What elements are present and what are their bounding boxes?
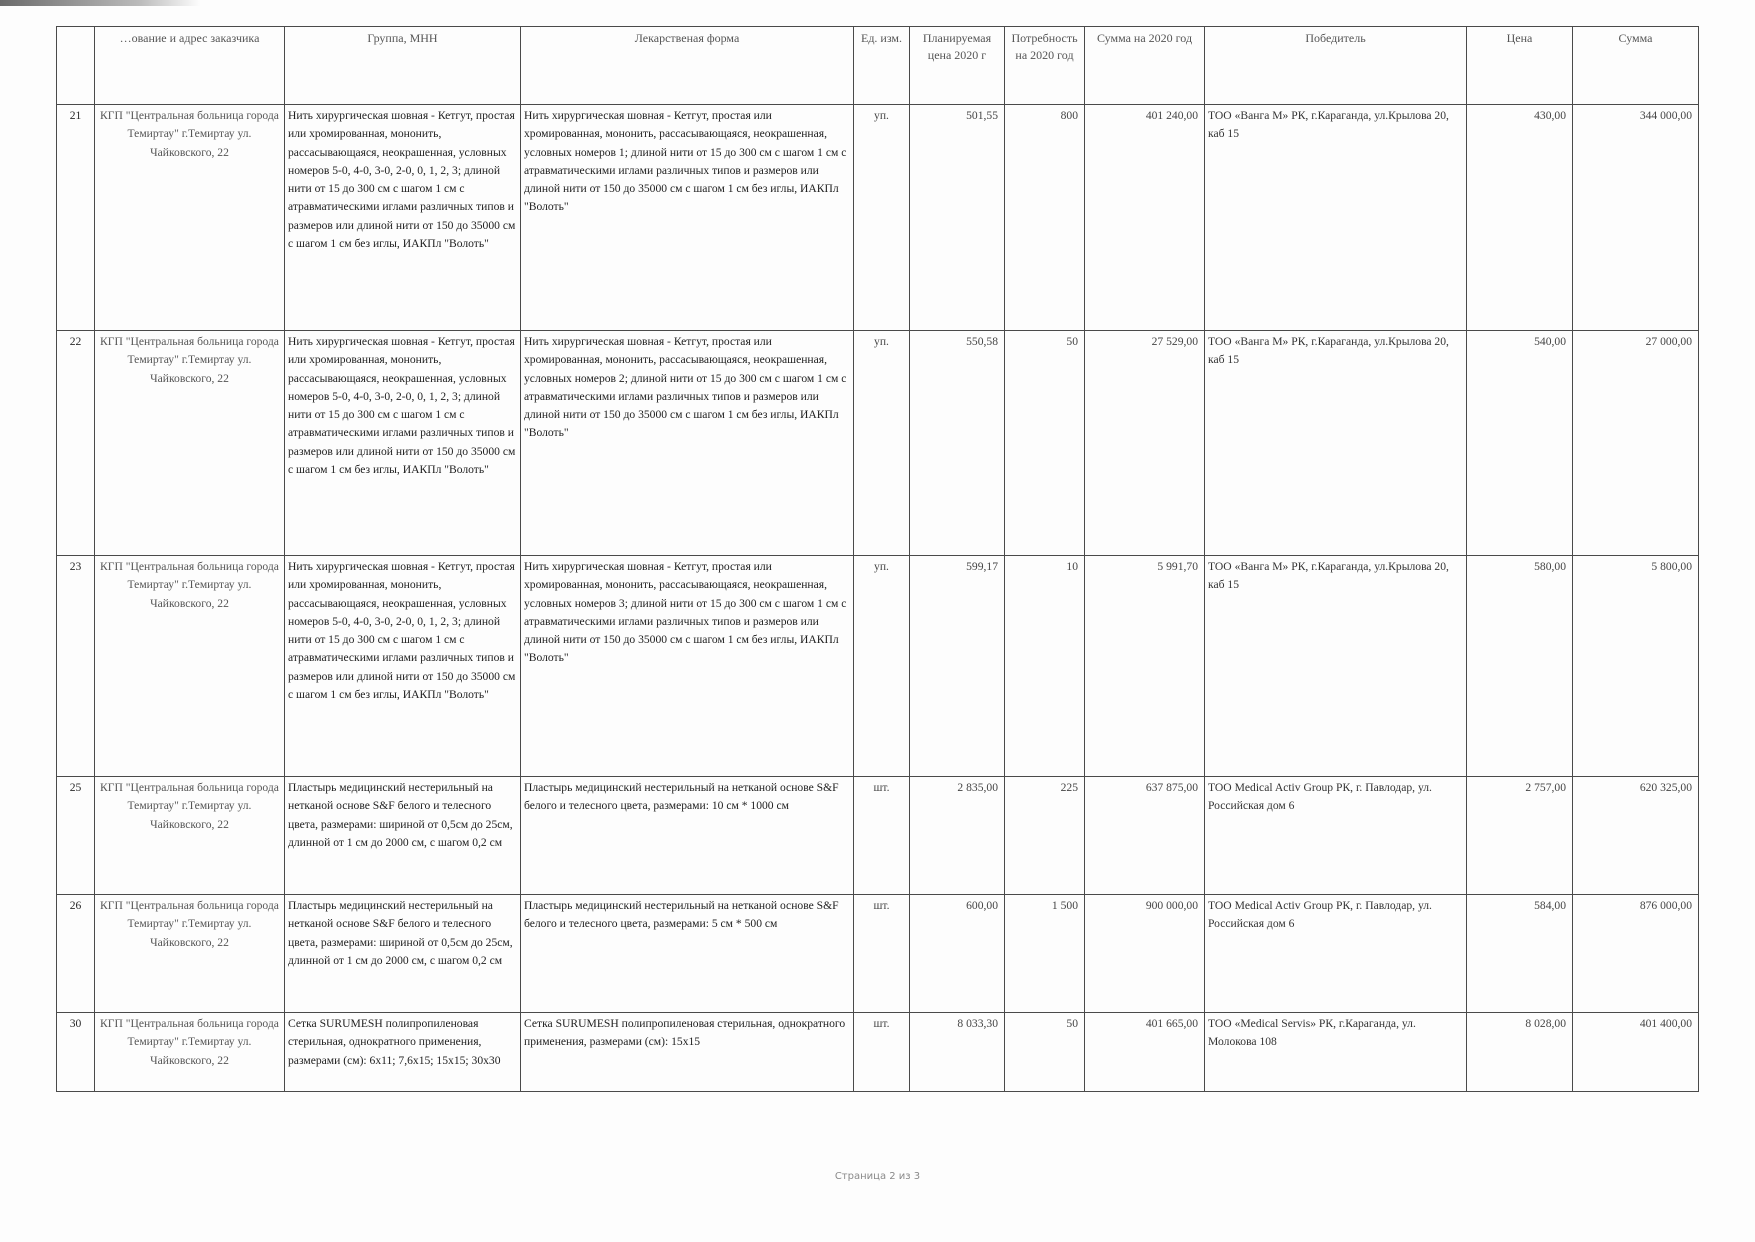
header-customer: …ование и адрес заказчика: [95, 27, 285, 105]
scan-edge-shadow: [0, 0, 200, 6]
cell-need: 800: [1005, 105, 1085, 331]
cell-sum-2020: 401 665,00: [1085, 1013, 1205, 1092]
cell-sum: 620 325,00: [1573, 777, 1699, 895]
cell-price: 580,00: [1467, 556, 1573, 777]
cell-need: 50: [1005, 1013, 1085, 1092]
table-row: [57, 105, 1699, 331]
table-row: [57, 895, 1699, 1013]
cell-unit: шт.: [854, 777, 910, 895]
cell-customer: КГП "Центральная больница города Темиртау" г.Темиртау ул. Чайковского, 22: [95, 331, 285, 556]
cell-form: Сетка SURUMESH полипропиленовая стерильная, однократного применения, размерами (см): 15х15: [521, 1013, 854, 1092]
cell-winner: ТОО Medical Activ Group РК, г. Павлодар, ул. Российская дом 6: [1205, 777, 1467, 895]
cell-sum: 876 000,00: [1573, 895, 1699, 1013]
cell-unit: шт.: [854, 895, 910, 1013]
cell-form: Нить хирургическая шовная - Кетгут, простая или хромированная, мононить, рассасывающаяся, неокрашенная, условных номеров 3; длиной нити от 15 до 300 см с шагом 1 см с атравматическими иглами различных типов и размеров или длиной нити от 150 до 35000 см с шагом 1 см без иглы, ИАКПл "Волоть": [521, 556, 854, 777]
cell-planned-price: 2 835,00: [910, 777, 1005, 895]
cell-customer: КГП "Центральная больница города Темиртау" г.Темиртау ул. Чайковского, 22: [95, 556, 285, 777]
cell-unit: шт.: [854, 1013, 910, 1092]
table-row: [57, 331, 1699, 556]
cell-need: 225: [1005, 777, 1085, 895]
cell-sum: 344 000,00: [1573, 105, 1699, 331]
cell-planned-price: 600,00: [910, 895, 1005, 1013]
cell-sum-2020: 900 000,00: [1085, 895, 1205, 1013]
header-sum: Сумма: [1573, 27, 1699, 105]
page-number: Страница 2 из 3: [834, 1171, 921, 1182]
cell-customer: КГП "Центральная больница города Темиртау" г.Темиртау ул. Чайковского, 22: [95, 105, 285, 331]
cell-price: 540,00: [1467, 331, 1573, 556]
table-row: [57, 556, 1699, 777]
cell-num: 25: [57, 777, 95, 895]
cell-sum-2020: 637 875,00: [1085, 777, 1205, 895]
header-row: [57, 27, 1699, 105]
cell-num: 22: [57, 331, 95, 556]
cell-form: Пластырь медицинский нестерильный на нетканой основе S&F белого и телесного цвета, размерами: 10 см * 1000 см: [521, 777, 854, 895]
cell-group: Нить хирургическая шовная - Кетгут, простая или хромированная, мононить, рассасывающаяся, неокрашенная, условных номеров 5-0, 4-0, 3-0, 2-0, 0, 1, 2, 3; длиной нити от 15 до 300 см с шагом 1 см с атравматическими иглами различных типов и размеров или длиной нити от 150 до 35000 см с шагом 1 см без иглы, ИАКПл "Волоть": [285, 331, 521, 556]
cell-sum: 27 000,00: [1573, 331, 1699, 556]
cell-price: 2 757,00: [1467, 777, 1573, 895]
cell-sum-2020: 27 529,00: [1085, 331, 1205, 556]
table-row: [57, 1013, 1699, 1092]
cell-price: 430,00: [1467, 105, 1573, 331]
cell-planned-price: 550,58: [910, 331, 1005, 556]
cell-winner: ТОО «Medical Servis» РК, г.Караганда, ул. Молокова 108: [1205, 1013, 1467, 1092]
cell-unit: уп.: [854, 556, 910, 777]
header-need: Потребность на 2020 год: [1005, 27, 1085, 105]
header-planned-price: Планируемая цена 2020 г: [910, 27, 1005, 105]
cell-group: Сетка SURUMESH полипропиленовая стерильная, однократного применения, размерами (см): 6х11; 7,6х15; 15х15; 30х30: [285, 1013, 521, 1092]
cell-group: Нить хирургическая шовная - Кетгут, простая или хромированная, мононить, рассасывающаяся, неокрашенная, условных номеров 5-0, 4-0, 3-0, 2-0, 0, 1, 2, 3; длиной нити от 15 до 300 см с шагом 1 см с атравматическими иглами различных типов и размеров или длиной нити от 150 до 35000 см с шагом 1 см без иглы, ИАКПл "Волоть": [285, 556, 521, 777]
cell-sum-2020: 401 240,00: [1085, 105, 1205, 331]
cell-group: Нить хирургическая шовная - Кетгут, простая или хромированная, мононить, рассасывающаяся, неокрашенная, условных номеров 5-0, 4-0, 3-0, 2-0, 0, 1, 2, 3; длиной нити от 15 до 300 см с шагом 1 см с атравматическими иглами различных типов и размеров или длиной нити от 150 до 35000 см с шагом 1 см без иглы, ИАКПл "Волоть": [285, 105, 521, 331]
cell-sum: 5 800,00: [1573, 556, 1699, 777]
header-winner: Победитель: [1205, 27, 1467, 105]
header-unit: Ед. изм.: [854, 27, 910, 105]
cell-need: 10: [1005, 556, 1085, 777]
cell-unit: уп.: [854, 105, 910, 331]
cell-planned-price: 8 033,30: [910, 1013, 1005, 1092]
cell-need: 50: [1005, 331, 1085, 556]
cell-customer: КГП "Центральная больница города Темиртау" г.Темиртау ул. Чайковского, 22: [95, 777, 285, 895]
cell-winner: ТОО «Ванга М» РК, г.Караганда, ул.Крылова 20, каб 15: [1205, 105, 1467, 331]
cell-price: 584,00: [1467, 895, 1573, 1013]
cell-customer: КГП "Центральная больница города Темиртау" г.Темиртау ул. Чайковского, 22: [95, 1013, 285, 1092]
cell-num: 26: [57, 895, 95, 1013]
cell-unit: уп.: [854, 331, 910, 556]
cell-num: 30: [57, 1013, 95, 1092]
cell-customer: КГП "Центральная больница города Темиртау" г.Темиртау ул. Чайковского, 22: [95, 895, 285, 1013]
cell-group: Пластырь медицинский нестерильный на нетканой основе S&F белого и телесного цвета, размерами: шириной от 0,5см до 25см, длинной от 1 см до 2000 см, с шагом 0,2 см: [285, 777, 521, 895]
cell-num: 23: [57, 556, 95, 777]
cell-winner: ТОО «Ванга М» РК, г.Караганда, ул.Крылова 20, каб 15: [1205, 331, 1467, 556]
procurement-table: [56, 26, 1699, 1092]
table-row: [57, 777, 1699, 895]
cell-planned-price: 599,17: [910, 556, 1005, 777]
cell-need: 1 500: [1005, 895, 1085, 1013]
cell-form: Нить хирургическая шовная - Кетгут, простая или хромированная, мононить, рассасывающаяся, неокрашенная, условных номеров 1; длиной нити от 15 до 300 см с шагом 1 см с атравматическими иглами различных типов и размеров или длиной нити от 150 до 35000 см с шагом 1 см без иглы, ИАКПл "Волоть": [521, 105, 854, 331]
cell-sum-2020: 5 991,70: [1085, 556, 1205, 777]
cell-group: Пластырь медицинский нестерильный на нетканой основе S&F белого и телесного цвета, размерами: шириной от 0,5см до 25см, длинной от 1 см до 2000 см, с шагом 0,2 см: [285, 895, 521, 1013]
cell-form: Пластырь медицинский нестерильный на нетканой основе S&F белого и телесного цвета, размерами: 5 см * 500 см: [521, 895, 854, 1013]
cell-form: Нить хирургическая шовная - Кетгут, простая или хромированная, мононить, рассасывающаяся, неокрашенная, условных номеров 2; длиной нити от 15 до 300 см с шагом 1 см с атравматическими иглами различных типов и размеров или длиной нити от 150 до 35000 см с шагом 1 см без иглы, ИАКПл "Волоть": [521, 331, 854, 556]
cell-sum: 401 400,00: [1573, 1013, 1699, 1092]
cell-num: 21: [57, 105, 95, 331]
header-group: Группа, МНН: [285, 27, 521, 105]
header-num: [57, 27, 95, 105]
cell-price: 8 028,00: [1467, 1013, 1573, 1092]
header-price: Цена: [1467, 27, 1573, 105]
cell-planned-price: 501,55: [910, 105, 1005, 331]
header-sum-2020: Сумма на 2020 год: [1085, 27, 1205, 105]
cell-winner: ТОО Medical Activ Group РК, г. Павлодар, ул. Российская дом 6: [1205, 895, 1467, 1013]
header-form: Лекарственая форма: [521, 27, 854, 105]
cell-winner: ТОО «Ванга М» РК, г.Караганда, ул.Крылова 20, каб 15: [1205, 556, 1467, 777]
